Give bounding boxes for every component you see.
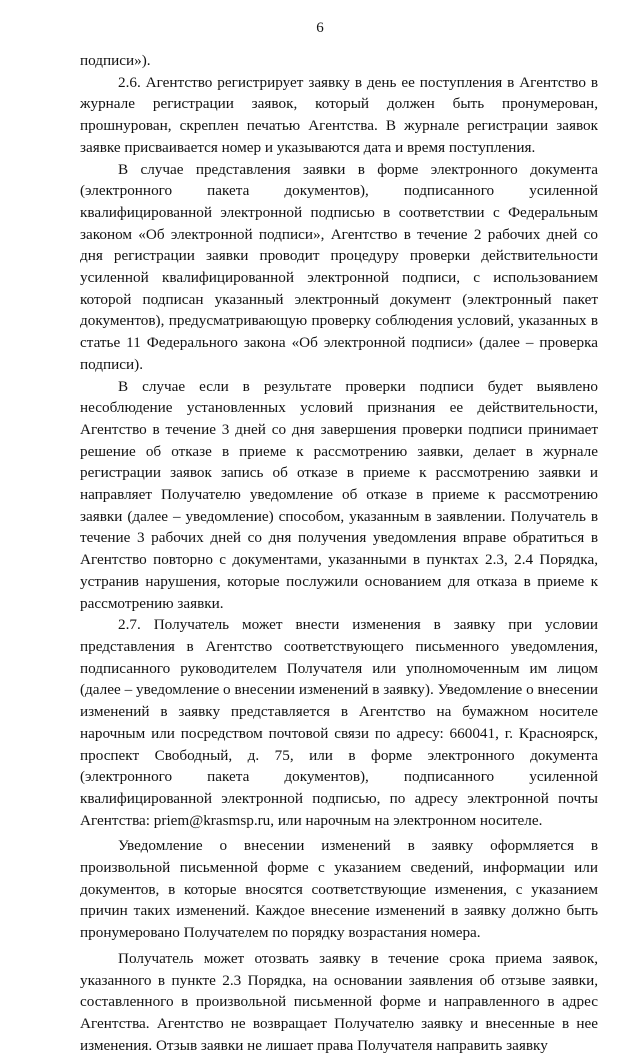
paragraph-continuation: подписи»).: [80, 52, 151, 69]
page-number: 6: [316, 20, 324, 36]
paragraph-electronic-submission: В случае представления заявки в форме электронного документа (электронного пакета документов), подписанного усиленной квалифицированной электронной подписью в соответствии с Федеральным законом «Об электронной подписи», Агентство в течение 2 рабочих дней со дня регистрации заявки проводит процедуру проверки действительности усиленной квалифицированной электронной подписи, с использованием которой подписан указанный электронный документ (электронный пакет документов), предусматривающую проверку соблюдения условий, указанных в статье 11 Федерального закона «Об электронной подписи» (далее – проверка подписи).: [80, 160, 598, 373]
paragraph-change-notice-form: Уведомление о внесении изменений в заявку оформляется в произвольной письменной форме с указанием сведений, информации или документов, в которые вносятся соответствующие изменения, с указанием причин таких изменений. Каждое внесение изменений в заявку должно быть пронумеровано Получателем по порядку возрастания номера.: [80, 837, 598, 942]
paragraph-withdrawal: Получатель может отозвать заявку в течение срока приема заявок, указанного в пункте 2.3 Порядка, на основании заявления об отзыве заявки, составленного в произвольной письменной форме и направленного в адрес Агентства. Агентство не возвращает Получателю заявку и внесенные в нее изменения. Отзыв заявки не лишает права Получателя направить заявку: [80, 949, 598, 1054]
paragraph-2-6: 2.6. Агентство регистрирует заявку в день ее поступления в Агентство в журнале регистрации заявок, который должен быть пронумерован, прошнурован, скреплен печатью Агентства. В журнале регистрации заявок заявке присваивается номер и указываются дата и время поступления.: [80, 73, 598, 156]
document-body: [80, 50, 598, 1056]
paragraph-signature-check-failure: В случае если в результате проверки подписи будет выявлено несоблюдение установленных условий признания ее действительности, Агентство в течение 3 дней со дня завершения проверки подписи принимает решение об отказе в приеме к рассмотрению заявки, делает в журнале регистрации заявок запись об отказе в приеме к рассмотрению заявки и направляет Получателю уведомление об отказе в приеме к рассмотрению заявки (далее – уведомление) способом, указанным в заявлении. Получатель в течение 3 рабочих дней со дня получения уведомления вправе обратиться в Агентство повторно с документами, указанными в пунктах 2.3, 2.4 Порядка, устранив нарушения, которые послужили основанием для отказа в приеме к рассмотрению заявки.: [80, 377, 598, 612]
paragraph-2-7: 2.7. Получатель может внести изменения в заявку при условии представления в Агентство соответствующего письменного уведомления, подписанного руководителем Получателя или уполномоченным им лицом (далее – уведомление о внесении изменений в заявку). Уведомление о внесении изменений в заявку представляется в Агентство на бумажном носителе нарочным или посредством почтовой связи по адресу: 660041, г. Красноярск, проспект Свободный, д. 75, или в форме электронного документа (электронного пакета документов), подписанного усиленной квалифицированной электронной подписью, по адресу электронной почты Агентства: priem@krasmsp.ru, или нарочным на электронном носителе.: [80, 616, 598, 829]
